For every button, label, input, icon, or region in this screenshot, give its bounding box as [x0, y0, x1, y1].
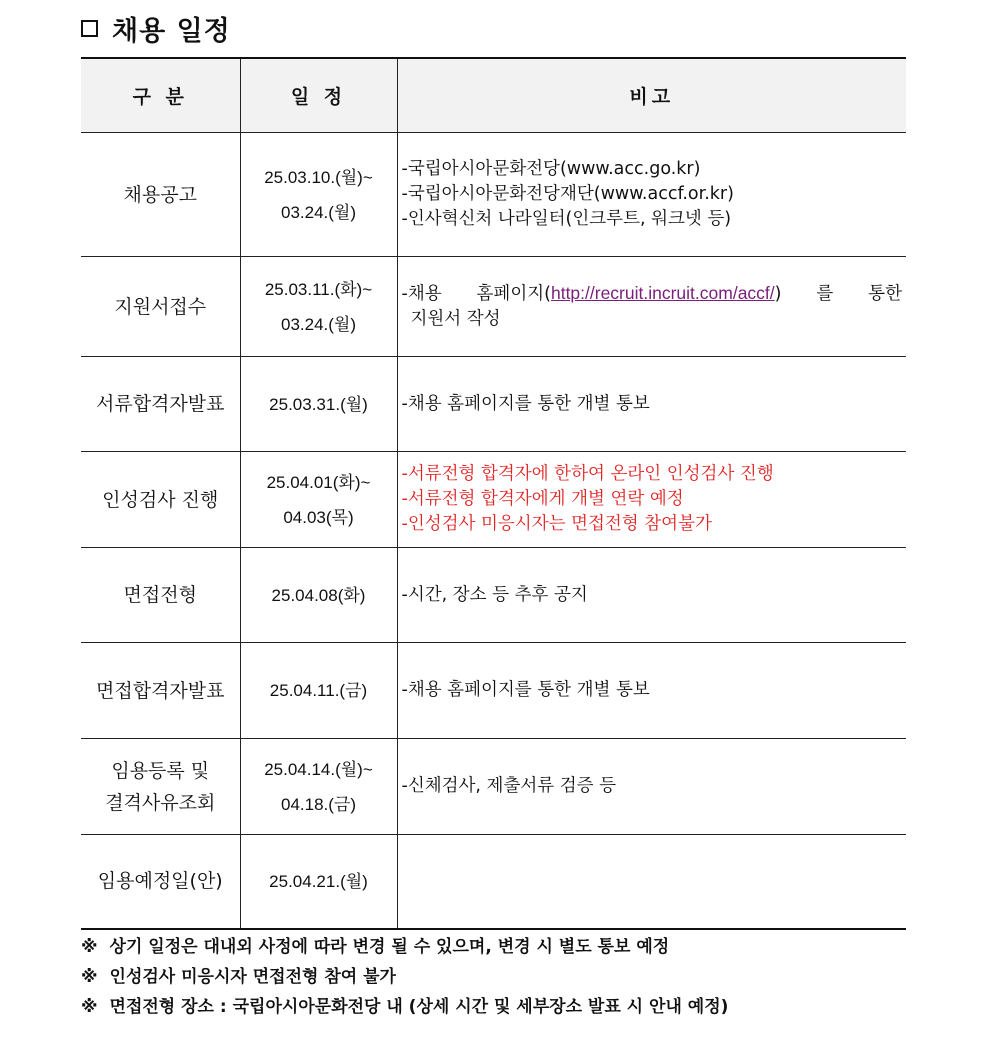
- footnote: ※ 면접전형 장소 : 국립아시아문화전당 내 (상세 시간 및 세부장소 발표 시 안내 예정): [81, 997, 729, 1017]
- checkbox-square-icon: [81, 20, 98, 37]
- recruitment-schedule-table: [81, 57, 906, 930]
- row-date: 25.04.11.(금): [240, 643, 397, 739]
- note-line: -국립아시아문화전당(www.acc.go.kr): [401, 159, 701, 179]
- row-notes-empty: [397, 835, 906, 929]
- table-row: [81, 452, 906, 548]
- row-category: 임용등록 및 결격사유조회: [81, 739, 240, 835]
- footnote: ※ 인성검사 미응시자 면접전형 참여 불가: [81, 967, 396, 987]
- note-line: -시간, 장소 등 추후 공지: [401, 584, 588, 605]
- row-category: 면접전형: [81, 548, 240, 643]
- note-line: 지원서 작성: [410, 309, 501, 329]
- note-line: -채용 홈페이지를 통한 개별 통보: [401, 393, 650, 414]
- reference-mark-icon: ※: [81, 997, 98, 1017]
- row-notes: [397, 257, 906, 357]
- row-date: 25.04.14.(월)~ 04.18.(금): [240, 739, 397, 835]
- row-date: 25.03.31.(월): [240, 357, 397, 452]
- table-row: [81, 835, 906, 929]
- note-line: -채용 홈페이지(http://recruit.incruit.com/accf/) 를 통한: [401, 283, 902, 304]
- note-line: -신체검사, 제출서류 검증 등: [401, 776, 617, 796]
- footnote: ※ 상기 일정은 대내외 사정에 따라 변경 될 수 있으며, 변경 시 별도 통보 예정: [81, 937, 670, 957]
- recruit-homepage-link[interactable]: http://recruit.incruit.com/accf/: [550, 283, 775, 303]
- row-notes: [397, 357, 906, 452]
- reference-mark-icon: ※: [81, 937, 98, 957]
- table-header-row: [81, 58, 906, 133]
- table-row: [81, 133, 906, 257]
- note-line: -채용 홈페이지를 통한 개별 통보: [401, 680, 650, 700]
- note-line: -국립아시아문화전당재단(www.accf.or.kr): [401, 184, 734, 204]
- row-date: 25.03.10.(월)~ 03.24.(월): [240, 133, 397, 257]
- note-line-important: -서류전형 합격자에 한하여 온라인 인성검사 진행: [401, 464, 774, 484]
- table-row: [81, 357, 906, 452]
- row-date: 25.04.08(화): [240, 548, 397, 643]
- note-line: -인사혁신처 나라일터(인크루트, 워크넷 등): [401, 209, 732, 229]
- table-row: [81, 739, 906, 835]
- row-notes: [397, 452, 906, 548]
- row-category: 서류합격자발표: [81, 357, 240, 452]
- row-category: 인성검사 진행: [81, 452, 240, 548]
- row-category: 면접합격자발표: [81, 643, 240, 739]
- header-category: 구 분: [81, 58, 240, 133]
- note-line-important: -인성검사 미응시자는 면접전형 참여불가: [401, 514, 712, 534]
- note-line-important: -서류전형 합격자에게 개별 연락 예정: [401, 489, 684, 509]
- page-title-text: 채용 일정: [112, 15, 231, 47]
- header-schedule: 일 정: [240, 58, 397, 133]
- row-date: 25.03.11.(화)~ 03.24.(월): [240, 257, 397, 357]
- header-remarks: 비고: [397, 58, 906, 133]
- table-row: [81, 257, 906, 357]
- row-date: 25.04.21.(월): [240, 835, 397, 929]
- row-notes: [397, 643, 906, 739]
- table-row: [81, 548, 906, 643]
- reference-mark-icon: ※: [81, 967, 98, 987]
- footnotes: [81, 932, 911, 1022]
- page-title: [81, 10, 231, 46]
- row-date: 25.04.01(화)~ 04.03(목): [240, 452, 397, 548]
- table-row: [81, 643, 906, 739]
- row-category: 임용예정일(안): [81, 835, 240, 929]
- row-notes: [397, 548, 906, 643]
- row-category: 지원서접수: [81, 257, 240, 357]
- row-notes: [397, 133, 906, 257]
- row-notes: [397, 739, 906, 835]
- row-category: 채용공고: [81, 133, 240, 257]
